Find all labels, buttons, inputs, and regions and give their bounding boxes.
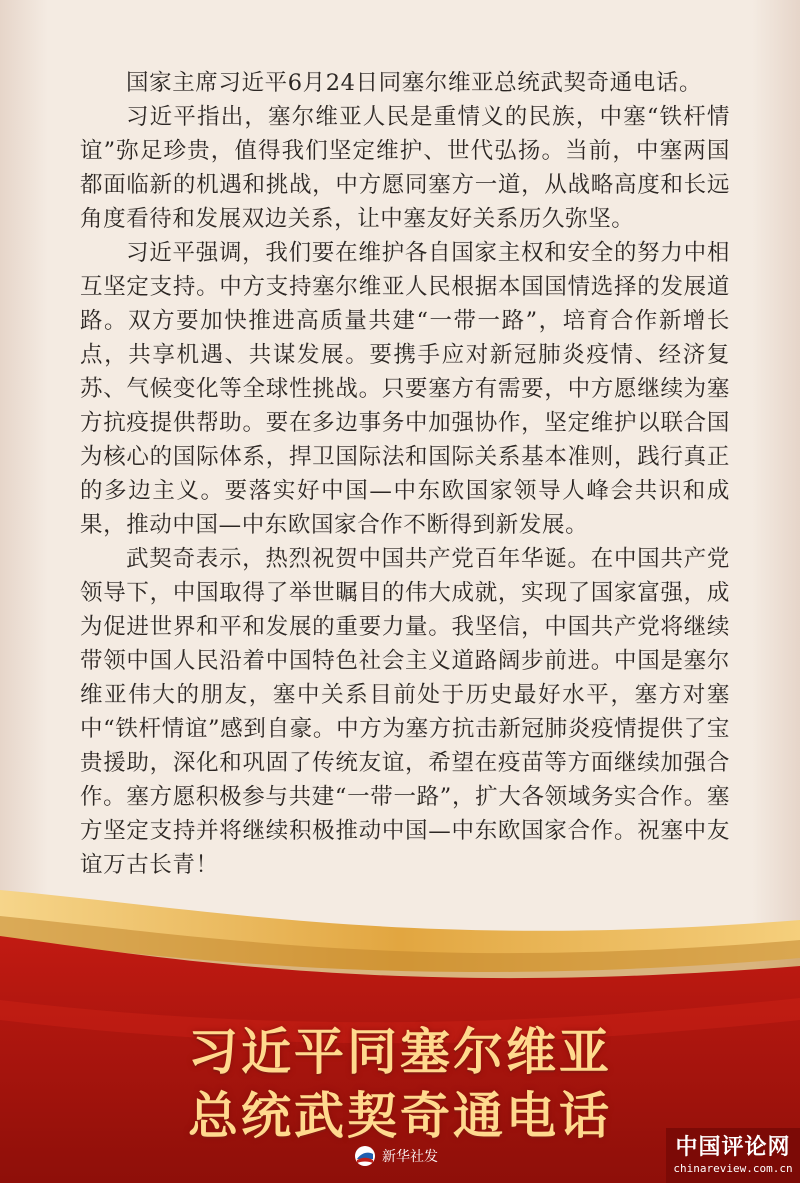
article-paragraph: 习近平指出，塞尔维亚人民是重情义的民族，中塞“铁杆情谊”弥足珍贵，值得我们坚定维护、世代弘扬。当前，中塞两国都面临新的机遇和挑战，中方愿同塞方一道，从战略高度和长远角度看待和发展双边关系，让中塞友好关系历久弥坚。 (80, 104, 730, 232)
watermark-url: chinareview.com.cn (673, 1162, 793, 1175)
article-paragraph: 国家主席习近平6月24日同塞尔维亚总统武契奇通电话。 (126, 70, 703, 96)
site-watermark (666, 1128, 800, 1183)
agency-credit (354, 1143, 438, 1169)
banner-title-line-2: 总统武契奇通电话 (188, 1086, 612, 1145)
article-paragraph: 习近平强调，我们要在维护各自国家主权和安全的努力中相互坚定支持。中方支持塞尔维亚人民根据本国国情选择的发展道路。双方要加快推进高质量共建“一带一路”，培育合作新增长点，共享机遇、共谋发展。要携手应对新冠肺炎疫情、经济复苏、气候变化等全球性挑战。只要塞方有需要，中方愿继续为塞方抗疫提供帮助。要在多边事务中加强协作，坚定维护以联合国为核心的国际体系，捍卫国际法和国际关系基本准则，践行真正的多边主义。要落实好中国—中东欧国家领导人峰会共识和成果，推动中国—中东欧国家合作不断得到新发展。 (80, 240, 730, 538)
article-paragraph: 武契奇表示，热烈祝贺中国共产党百年华诞。在中国共产党领导下，中国取得了举世瞩目的伟大成就，实现了国家富强，成为促进世界和平和发展的重要力量。我坚信，中国共产党将继续带领中国人民沿着中国特色社会主义道路阔步前进。中国是塞尔维亚伟大的朋友，塞中关系目前处于历史最好水平，塞方对塞中“铁杆情谊”感到自豪。中方为塞方抗击新冠肺炎疫情提供了宝贵援助，深化和巩固了传统友谊，希望在疫苗等方面继续加强合作。塞方愿积极参与共建“一带一路”，扩大各领域务实合作。塞方坚定支持并将继续积极推动中国—中东欧国家合作。祝塞中友谊万古长青！ (80, 546, 730, 878)
article-body (80, 66, 730, 882)
banner-title-line-1: 习近平同塞尔维亚 (188, 1022, 612, 1081)
watermark-site-name: 中国评论网 (675, 1135, 791, 1160)
xinhua-logo-icon (354, 1145, 376, 1167)
agency-name: 新华社发 (382, 1149, 438, 1165)
